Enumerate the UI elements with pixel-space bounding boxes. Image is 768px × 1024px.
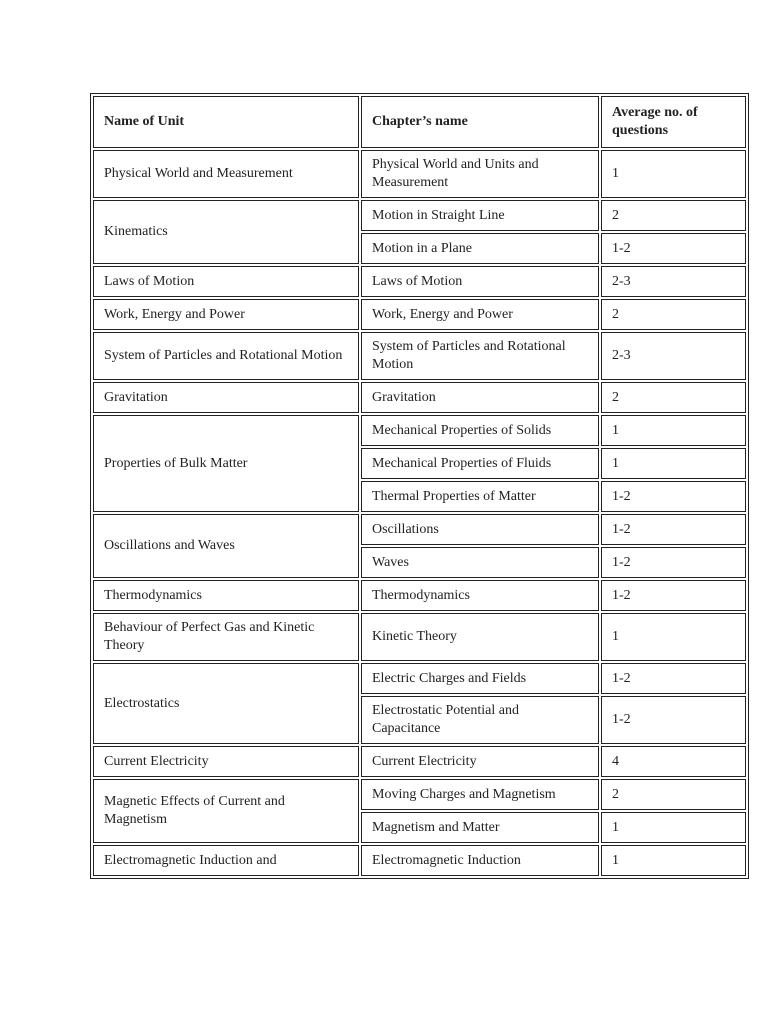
unit-name-cell: System of Particles and Rotational Motion xyxy=(93,332,359,380)
table-row xyxy=(93,299,746,330)
avg-questions-cell: 1 xyxy=(601,150,746,198)
avg-questions-cell: 1 xyxy=(601,415,746,446)
avg-questions-cell: 1 xyxy=(601,448,746,479)
chapter-name-cell: Oscillations xyxy=(361,514,599,545)
unit-name-cell: Laws of Motion xyxy=(93,266,359,297)
avg-questions-cell: 4 xyxy=(601,746,746,777)
avg-questions-cell: 2 xyxy=(601,299,746,330)
header-unit: Name of Unit xyxy=(93,96,359,148)
table-frame xyxy=(90,93,749,915)
unit-name-cell: Behaviour of Perfect Gas and Kinetic Theory xyxy=(93,613,359,661)
chapter-name-cell: Mechanical Properties of Solids xyxy=(361,415,599,446)
avg-questions-cell: 1-2 xyxy=(601,696,746,744)
unit-name-cell: Oscillations and Waves xyxy=(93,514,359,578)
table-row xyxy=(93,382,746,413)
table-row xyxy=(93,150,746,198)
unit-name-cell: Electrostatics xyxy=(93,663,359,744)
chapter-name-cell: Current Electricity xyxy=(361,746,599,777)
chapter-name-cell: Electric Charges and Fields xyxy=(361,663,599,694)
chapter-name-cell: Electromagnetic Induction xyxy=(361,845,599,876)
chapter-name-cell: Mechanical Properties of Fluids xyxy=(361,448,599,479)
chapter-name-cell: Motion in a Plane xyxy=(361,233,599,264)
chapter-name-cell: Waves xyxy=(361,547,599,578)
avg-questions-cell: 2-3 xyxy=(601,332,746,380)
unit-name-cell: Current Electricity xyxy=(93,746,359,777)
header-avg: Average no. of questions xyxy=(601,96,746,148)
table-row xyxy=(93,200,746,231)
avg-questions-cell: 1-2 xyxy=(601,663,746,694)
unit-name-cell: Properties of Bulk Matter xyxy=(93,415,359,512)
avg-questions-cell: 1 xyxy=(601,812,746,843)
avg-questions-cell: 2 xyxy=(601,382,746,413)
chapter-name-cell: Gravitation xyxy=(361,382,599,413)
unit-name-cell: Kinematics xyxy=(93,200,359,264)
table-row xyxy=(93,779,746,810)
chapter-name-cell: Moving Charges and Magnetism xyxy=(361,779,599,810)
syllabus-table xyxy=(90,93,749,879)
unit-name-cell: Work, Energy and Power xyxy=(93,299,359,330)
header-chapter: Chapter’s name xyxy=(361,96,599,148)
chapter-name-cell: Kinetic Theory xyxy=(361,613,599,661)
table-row xyxy=(93,415,746,446)
avg-questions-cell: 2 xyxy=(601,200,746,231)
unit-name-cell: Magnetic Effects of Current and Magnetism xyxy=(93,779,359,843)
table-row xyxy=(93,266,746,297)
header-row xyxy=(93,96,746,148)
chapter-name-cell: Laws of Motion xyxy=(361,266,599,297)
table-row xyxy=(93,663,746,694)
chapter-name-cell: Motion in Straight Line xyxy=(361,200,599,231)
avg-questions-cell: 2 xyxy=(601,779,746,810)
avg-questions-cell: 1-2 xyxy=(601,481,746,512)
chapter-name-cell: Thermal Properties of Matter xyxy=(361,481,599,512)
unit-name-cell: Gravitation xyxy=(93,382,359,413)
avg-questions-cell: 1-2 xyxy=(601,580,746,611)
unit-name-cell: Physical World and Measurement xyxy=(93,150,359,198)
chapter-name-cell: Work, Energy and Power xyxy=(361,299,599,330)
chapter-name-cell: Thermodynamics xyxy=(361,580,599,611)
unit-name-cell: Thermodynamics xyxy=(93,580,359,611)
avg-questions-cell: 1 xyxy=(601,845,746,876)
avg-questions-cell: 1-2 xyxy=(601,547,746,578)
table-row xyxy=(93,746,746,777)
unit-name-cell: Electromagnetic Induction and xyxy=(93,845,359,876)
table-row xyxy=(93,613,746,661)
avg-questions-cell: 1 xyxy=(601,613,746,661)
table-row xyxy=(93,332,746,380)
chapter-name-cell: Physical World and Units and Measurement xyxy=(361,150,599,198)
table-row xyxy=(93,514,746,545)
table-row xyxy=(93,580,746,611)
chapter-name-cell: Electrostatic Potential and Capacitance xyxy=(361,696,599,744)
avg-questions-cell: 1-2 xyxy=(601,514,746,545)
table-body xyxy=(93,150,746,876)
chapter-name-cell: Magnetism and Matter xyxy=(361,812,599,843)
avg-questions-cell: 1-2 xyxy=(601,233,746,264)
table-row xyxy=(93,845,746,876)
avg-questions-cell: 2-3 xyxy=(601,266,746,297)
chapter-name-cell: System of Particles and Rotational Motion xyxy=(361,332,599,380)
